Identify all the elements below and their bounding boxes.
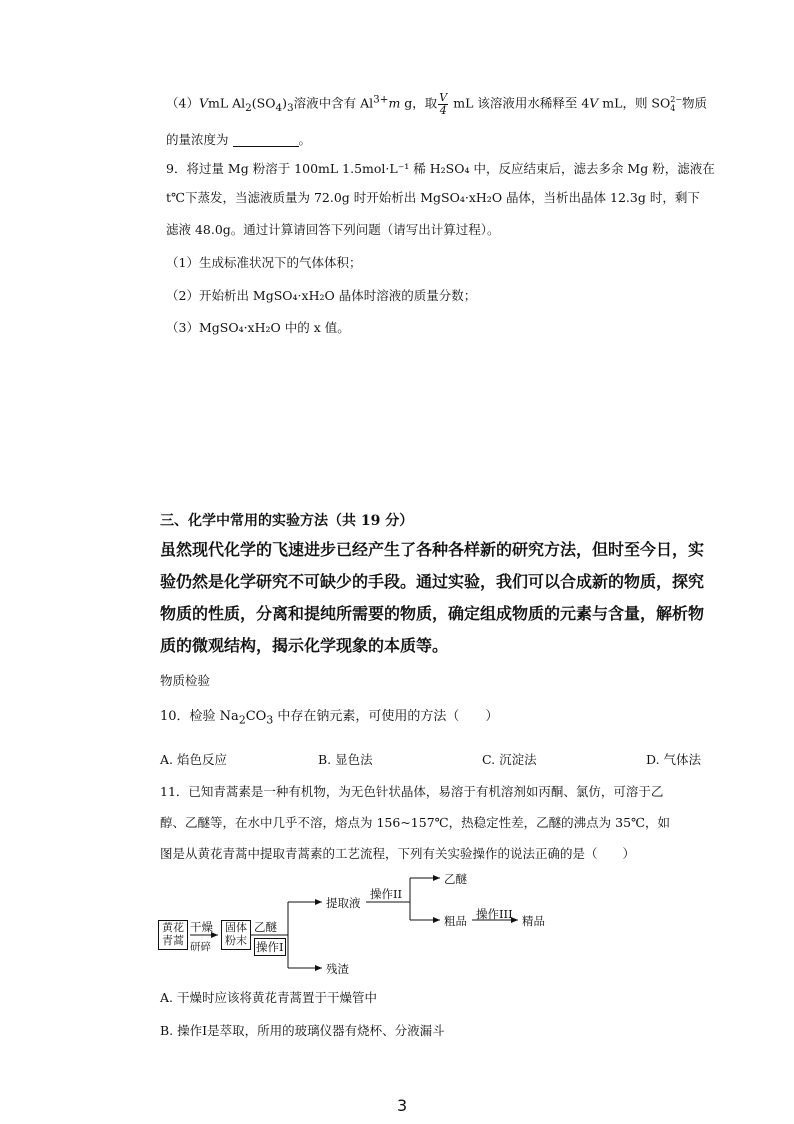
- powder-box: 固体 粉末: [221, 920, 251, 950]
- section3-subheading: 物质检验: [160, 673, 211, 688]
- q9-line1: 9．将过量 Mg 粉溶于 100mL 1.5mol·L⁻¹ 稀 H₂SO₄ 中，反应结束后，滤去多余 Mg 粉，滤液在: [166, 161, 715, 176]
- section3-intro-line2: 验仍然是化学研究不可缺少的手段。通过实验，我们可以合成新的物质，探究: [160, 572, 705, 591]
- q11-line1: 11．已知青蒿素是一种有机物，为无色针状晶体，易溶于有机溶剂如丙酮、氯仿，可溶于乙: [160, 784, 664, 799]
- raw-material-box: 黄花 青蒿: [158, 920, 188, 950]
- q10-option-c[interactable]: C. 沉淀法: [482, 752, 537, 767]
- operation-2-label: 操作II: [370, 887, 403, 901]
- crude-product-label: 粗品: [444, 914, 467, 928]
- page-number: 3: [397, 1096, 408, 1115]
- q10-option-a[interactable]: A. 焰色反应: [160, 752, 227, 767]
- q11-line3: 图是从黄花青蒿中提取青蒿素的工艺流程，下列有关实验操作的说法正确的是（ ）: [160, 846, 636, 861]
- q9-line3: 滤液 48.0g。通过计算请回答下列问题（请写出计算过程）。: [166, 222, 500, 237]
- q11-line2: 醇、乙醚等，在水中几乎不溶，熔点为 156~157℃，热稳定性差，乙醚的沸点为 35℃，如: [160, 815, 671, 830]
- q8-4-line1: （4）VmL $Al_2(SO_4)_3$溶液中含有 $Al^{3+}m$ g，取 $\frac{V}{4}$ mL 该溶液用水稀释至 4V mL，则 SO 2− 4 物质: [166, 91, 708, 117]
- q10-option-b[interactable]: B. 显色法: [318, 752, 373, 767]
- step-grind-label: 研碎: [190, 941, 211, 953]
- ether-solvent-label: 乙醚: [254, 920, 277, 934]
- q10-stem: 10．检验 $Na_2CO_3$ 中存在钠元素，可使用的方法（ ）: [160, 709, 499, 727]
- q9-sub1: （1）生成标准状况下的气体体积；: [166, 255, 362, 270]
- section3-intro-line1: 虽然现代化学的飞速进步已经产生了各种各样新的研究方法，但时至今日，实: [160, 540, 705, 559]
- q9-sub3: （3）MgSO₄·xH₂O 中的 x 值。: [166, 320, 350, 335]
- operation-1-label: 操作I: [256, 940, 284, 954]
- q10-option-d[interactable]: D. 气体法: [646, 752, 702, 767]
- q9-line2: t℃下蒸发，当滤液质量为 72.0g 时开始析出 MgSO₄·xH₂O 晶体，当析出晶体 12.3g 时，剩下: [166, 190, 700, 205]
- extract-liquid-label: 提取液: [326, 896, 361, 910]
- ether-output-label: 乙醚: [444, 872, 467, 886]
- q8-4-line2: 的量浓度为 。: [166, 132, 312, 147]
- section3-intro-line3: 物质的性质，分离和提纯所需要的物质，确定组成物质的元素与含量，解析物: [160, 604, 705, 623]
- q11-option-a[interactable]: A. 干燥时应该将黄花青蒿置于干燥管中: [160, 990, 377, 1005]
- step-dry-label: 干燥: [190, 920, 213, 934]
- section3-heading: 三、化学中常用的实验方法（共 19 分）: [160, 513, 414, 529]
- residue-label: 残渣: [326, 962, 349, 976]
- operation-3-label: 操作III: [476, 907, 513, 921]
- fine-product-label: 精品: [522, 914, 545, 928]
- section3-intro-line4: 质的微观结构，揭示化学现象的本质等。: [160, 636, 449, 655]
- q11-option-b[interactable]: B. 操作I是萃取，所用的玻璃仪器有烧杯、分液漏斗: [160, 1023, 445, 1038]
- fraction-v-over-4: $\frac{V}{4}$: [439, 91, 448, 117]
- q9-sub2: （2）开始析出 MgSO₄·xH₂O 晶体时溶液的质量分数；: [166, 288, 477, 303]
